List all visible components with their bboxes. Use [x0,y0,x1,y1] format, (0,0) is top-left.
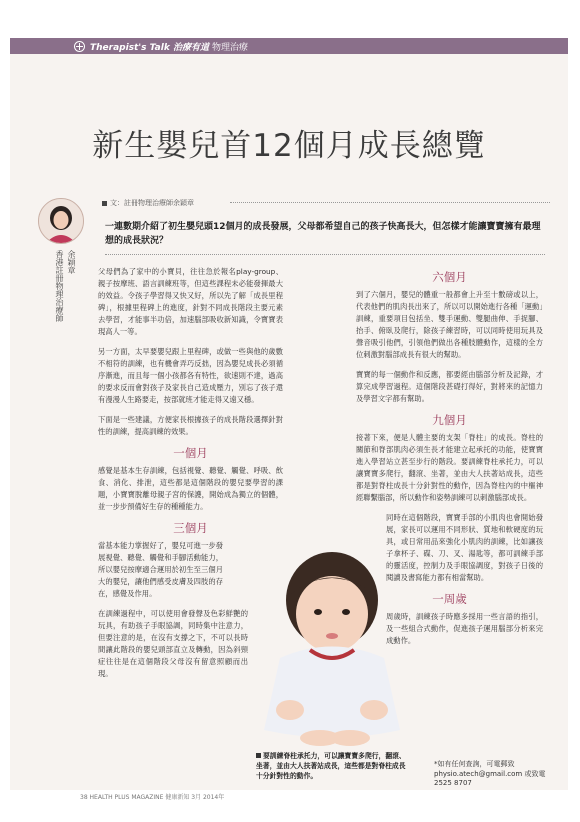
paragraph: 周歲時，訓練孩子時應多採用一些言語的指引，及一些組合式動作，促進孩子運用腦部分析來完成動作。 [386,612,543,645]
section-heading: 三個月 [173,521,208,535]
paragraph: 寶寶的每一個動作和反應，都要經由腦部分析及記錄，才算完成學習過程。這個階段甚礎打得好，對將來的記憶力及學習文字都有幫助。 [356,370,543,403]
article-title: 新生嬰兒首12個月成長總覽 [92,128,486,164]
paragraph: 感覺是基本生存訓練，包括視覺、聽覺、觸覺、呼吸、飲食、消化、排泄，這些都是這個階段的嬰兒要學習的課題，小寶寶脫離母親子宮的保護，開始成為獨立的個體，並一步步預備好生存的種種能力。 [98,466,283,511]
baby-photo [250,540,415,750]
author-title: 香港註冊物理治療師 [55,250,64,322]
square-bullet-icon [256,753,261,758]
paragraph: 當基本能力掌握好了，嬰兒可進一步發展視覺、聽覺、觸覺和手腳活動能力，所以嬰兒按摩適合運用於初生至三個月大的嬰兒，讓他們感受皮膚及四肢的存在，感覺及作用。 [98,541,223,598]
paragraph: 父母們為了家中的小寶貝，往往急於報名play-group、親子按摩班、語言訓練班等，但這些課程未必能發揮最大的效益。令孩子學習得又快又好，所以先了解「成長里程碑」，根據里程碑上的進度，針對不同成長階段主要元素去學習，才能事半功倍，加速腦部吸收新知識，令寶寶表現高人一等。 [98,267,283,336]
header-category: 物理治療 [211,43,248,53]
section-heading: 九個月 [432,413,467,427]
section-heading: 一周歲 [432,592,467,606]
paragraph: 另一方面，太早要嬰兒跟上里程碑，或做一些與他的歲數不相符的訓練，也有機會弄巧反拙，因為嬰兒成長必須循序漸進，而且每一個小孩都各有特性，欲速則不達，過高的要求反而會對孩子及家長自己造成壓力，別忘了孩子還有漫漫人生路要走，按部就班才能走得又遠又穩。 [98,347,283,404]
magazine-page [10,38,568,790]
paragraph: 下面是一些建議，方便家長根據孩子的成長階段選擇針對性的訓練，提高訓練的效果。 [98,415,283,436]
cross-logo-icon [74,41,85,52]
intro-paragraph: 一連數期介紹了初生嬰兒頭12個月的成長發展，父母都希望自己的孩子快高長大，但怎樣才能讓寶寶擁有最理想的成長狀況？ [105,222,541,246]
square-bullet-icon [102,201,107,206]
author-name: 余穎章 [67,250,76,274]
photo-caption: 要訓練脊柱承托力，可以讓寶寶多爬行，翻滾、坐著，並由大人扶著站成長，這些都是對脊柱成長十分針對性的動作。 [256,752,406,780]
paragraph: 接著下來，便是人體主要的支架「脊柱」的成長。脊柱的關節和脊部肌肉必須生長才能建立起承托的功能，使寶寶進入學習站立甚至步行的階段。要訓練脊柱承托力，可以讓寶寶多爬行，翻滾、坐著，並由大人扶著站成長，這些都是對脊柱成長十分針對性的動作，因為脊柱內的中樞神經聯繫腦部，所以動作和姿勢訓練可以刺激腦部成長。 [356,433,543,502]
paragraph: 在訓練過程中，可以使用會發聲及色彩鮮艷的玩具，有助孩子手眼協調，同時集中注意力，但要注意的是，在沒有支撐之下，不可以長時間讓此階段的嬰兒頭部直立及轉動，因為斜頸症往往是在這個階段父母沒有留意照顧而出現。 [98,609,248,678]
contact-note: *如有任何查詢，可電郵致 physio.atech@gmail.com 或致電 2525 8707 [434,760,546,787]
header-label: Therapist's Talk 治療有道 物理治療 [90,43,248,53]
paragraph: 同時在這個階段，寶寶手部的小肌肉也會開始發展，家長可以運用不同形狀、質地和軟硬度的玩具，或日常用品來強化小肌肉的訓練，比如讓孩子拿杯子、碟、刀、叉、湯匙等，都可訓練手部的靈活度，控制力及手眼協調度，對孩子日後的閱讀及書寫能力都有相當幫助。 [386,513,543,582]
header-band [10,38,568,54]
author-avatar [38,198,84,244]
byline: 文：註冊物理治療師余穎章 [102,198,194,208]
page-footer: 38 HEALTH PLUS MAGAZINE 健康新知 3月 2014年 [80,794,225,801]
divider [105,254,545,255]
divider [230,202,550,203]
section-heading: 一個月 [173,446,208,460]
paragraph: 到了六個月，嬰兒的體重一般都會上升至十數磅或以上，代表他們的肌肉長出來了，所以可以開始進行各種「運動」訓練，重要項目包括坐、雙手運動、雙腿曲伸、手捉腳、抬手、俯臥及爬行，除孩子練習時，可以同時使用玩具及聲音吸引他們，引領他們做出各種肢體動作，這樣的全方位刺激對腦部成長有很大的幫助。 [356,290,543,359]
section-heading: 六個月 [432,270,467,284]
